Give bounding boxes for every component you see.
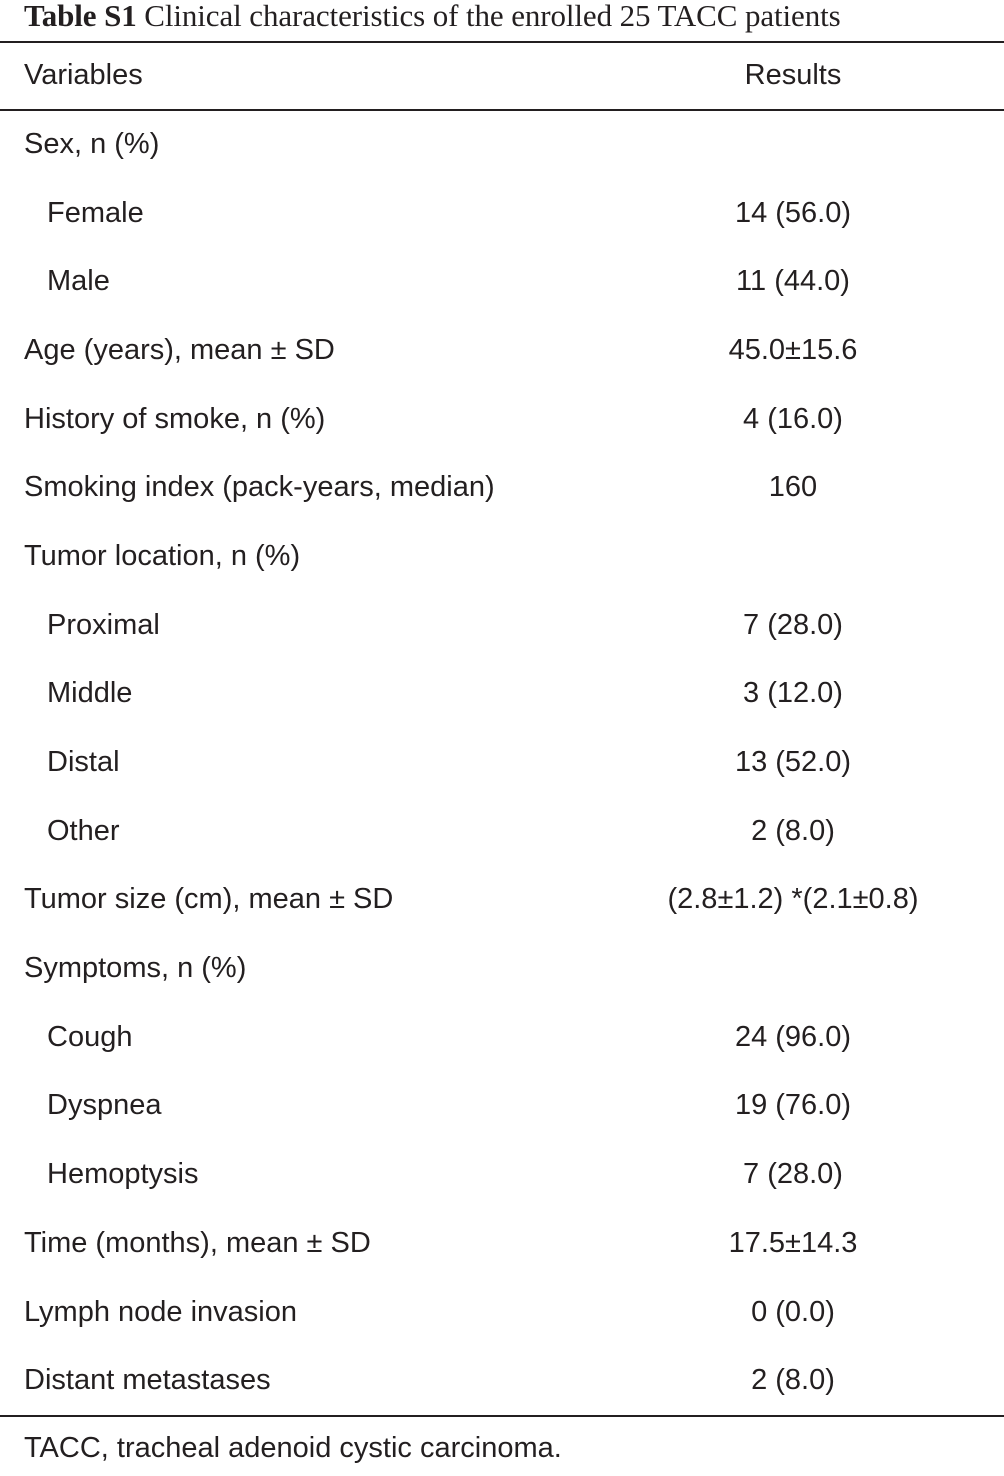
result-cell: 160 bbox=[768, 471, 818, 504]
variable-cell: Lymph node invasion bbox=[24, 1295, 297, 1328]
table-caption-label: Table S1 bbox=[24, 0, 137, 33]
table-row bbox=[0, 385, 1004, 454]
variable-cell: Distal bbox=[47, 746, 120, 779]
table-row bbox=[0, 247, 1004, 316]
result-cell bbox=[583, 522, 1003, 591]
result-cell: 7 (28.0) bbox=[743, 608, 843, 641]
table-bottom-rule bbox=[0, 1415, 1004, 1417]
table-body bbox=[0, 110, 1004, 1415]
result-cell: 0 (0.0) bbox=[751, 1295, 835, 1328]
result-cell: 45.0±15.6 bbox=[728, 333, 858, 366]
variable-cell: Dyspnea bbox=[47, 1089, 162, 1122]
result-cell bbox=[583, 934, 1003, 1003]
variable-cell: Sex, n (%) bbox=[24, 127, 160, 160]
table-row bbox=[0, 316, 1004, 385]
header-results: Results bbox=[744, 59, 842, 91]
variable-cell: Smoking index (pack-years, median) bbox=[24, 471, 495, 504]
result-cell: (2.8±1.2) *(2.1±0.8) bbox=[667, 883, 919, 916]
table-row bbox=[0, 1072, 1004, 1141]
table-row bbox=[0, 1278, 1004, 1347]
variable-cell: Age (years), mean ± SD bbox=[24, 333, 335, 366]
variable-cell: Female bbox=[47, 196, 144, 229]
result-cell: 13 (52.0) bbox=[734, 746, 852, 779]
header-variables: Variables bbox=[24, 59, 143, 91]
table-header-row bbox=[0, 42, 1004, 109]
variable-cell: Time (months), mean ± SD bbox=[24, 1226, 371, 1259]
table-caption bbox=[24, 0, 841, 40]
table-caption-text: Clinical characteristics of the enrolled 25 TACC patients bbox=[144, 0, 841, 33]
result-cell: 7 (28.0) bbox=[743, 1158, 843, 1191]
result-cell: 19 (76.0) bbox=[734, 1089, 852, 1122]
table-row bbox=[0, 453, 1004, 522]
result-cell: 24 (96.0) bbox=[734, 1020, 852, 1053]
table-row bbox=[0, 1140, 1004, 1209]
variable-cell: Symptoms, n (%) bbox=[24, 952, 247, 985]
table-row bbox=[0, 866, 1004, 935]
result-cell: 2 (8.0) bbox=[751, 814, 835, 847]
variable-cell: Male bbox=[47, 265, 110, 298]
table-row bbox=[0, 1209, 1004, 1278]
table-row bbox=[0, 522, 1004, 591]
variable-cell: Tumor size (cm), mean ± SD bbox=[24, 883, 394, 916]
variable-cell: Hemoptysis bbox=[47, 1158, 199, 1191]
table-row bbox=[0, 591, 1004, 660]
clinical-characteristics-table bbox=[0, 42, 1004, 1397]
variable-cell: Middle bbox=[47, 677, 133, 710]
table-row bbox=[0, 728, 1004, 797]
result-cell: 2 (8.0) bbox=[751, 1364, 835, 1397]
table-row bbox=[0, 660, 1004, 729]
variable-cell: Tumor location, n (%) bbox=[24, 539, 301, 572]
result-cell: 3 (12.0) bbox=[743, 677, 843, 710]
table-row bbox=[0, 934, 1004, 1003]
result-cell bbox=[583, 110, 1003, 179]
result-cell: 17.5±14.3 bbox=[728, 1226, 858, 1259]
variable-cell: Cough bbox=[47, 1020, 133, 1053]
variable-cell: Distant metastases bbox=[24, 1364, 271, 1397]
result-cell: 11 (44.0) bbox=[736, 265, 850, 298]
variable-cell: Proximal bbox=[47, 608, 160, 641]
table-row bbox=[0, 179, 1004, 248]
result-cell: 14 (56.0) bbox=[734, 196, 852, 229]
table-row bbox=[0, 1003, 1004, 1072]
table-row bbox=[0, 110, 1004, 179]
variable-cell: History of smoke, n (%) bbox=[24, 402, 326, 435]
table-footnote: TACC, tracheal adenoid cystic carcinoma. bbox=[24, 1432, 562, 1464]
variable-cell: Other bbox=[47, 814, 120, 847]
result-cell: 4 (16.0) bbox=[743, 402, 843, 435]
table-row bbox=[0, 1346, 1004, 1415]
table-row bbox=[0, 797, 1004, 866]
